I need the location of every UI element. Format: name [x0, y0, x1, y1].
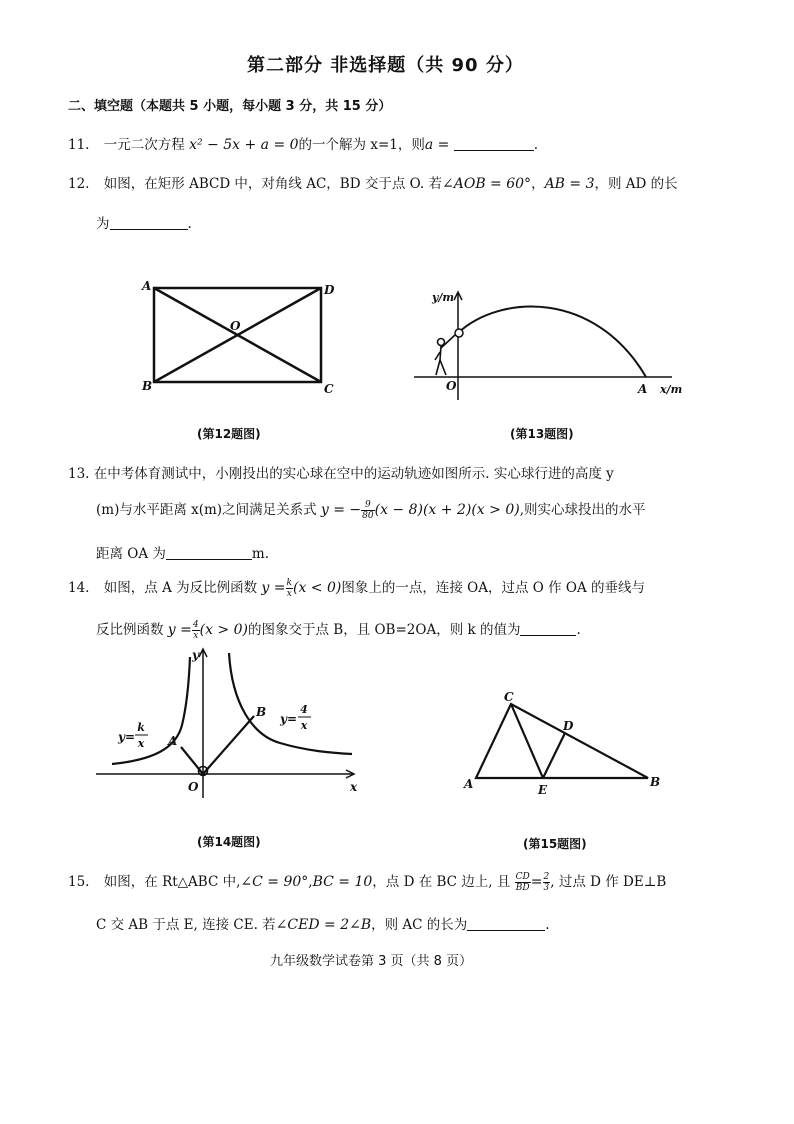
question-number: 12. [68, 176, 90, 192]
function-lhs: y = [261, 580, 286, 596]
question-12-line2 [96, 214, 192, 234]
question-text: 在中考体育测试中，小刚投出的实心球在空中的运动轨迹如图所示. 实心球行进的高度 y [93, 466, 614, 482]
fraction [361, 500, 374, 521]
figure-15-caption: (第15题图) [523, 837, 587, 851]
question-15-line2 [96, 915, 550, 935]
question-text: 如图，在矩形 ABCD 中，对角线 AC，BD 交于点 O. 若 [103, 176, 442, 192]
question-number: 15. [68, 874, 90, 890]
axis-label-y: y [192, 648, 199, 662]
question-end: . [576, 622, 581, 638]
question-text: 距离 OA 为 [96, 546, 166, 562]
question-text: C 交 AB 于点 E, 连接 CE. 若 [96, 917, 276, 933]
figure-14-caption: (第14题图) [197, 835, 261, 849]
fraction-denominator: x [193, 631, 199, 641]
segment-ob [203, 716, 254, 774]
point-label-b: B [256, 705, 267, 719]
fraction-numerator: 9 [361, 500, 374, 511]
question-13-line2 [96, 500, 645, 521]
fraction-denominator: BD [515, 883, 530, 893]
segment-ce [511, 704, 543, 778]
angle-condition: ∠AOB = 60° [442, 176, 532, 192]
point-label-o: O [230, 319, 241, 333]
answer-blank[interactable] [454, 136, 534, 151]
curve-label-left: y= [118, 730, 136, 744]
figure-15-triangle [458, 690, 668, 800]
origin-label: O [446, 379, 457, 393]
side-condition: AB = 3 [544, 176, 595, 192]
point-label-c: C [504, 690, 514, 704]
figure-13-trajectory [410, 282, 690, 404]
figure-14-hyperbola [92, 643, 367, 803]
question-text: ，则 AC 的长为 [371, 917, 468, 933]
figure-13-caption: (第13题图) [510, 427, 574, 441]
question-15 [68, 872, 666, 893]
formula-lhs: y = − [320, 502, 362, 518]
fraction-numerator: 2 [543, 872, 550, 882]
function-domain: (x > 0) [199, 622, 248, 638]
question-text: 反比例函数 [96, 622, 164, 638]
question-end: . [533, 137, 538, 153]
ball-icon [455, 329, 463, 337]
point-label-a: A [638, 382, 648, 396]
point-label-d: D [324, 283, 335, 297]
question-14 [68, 578, 645, 599]
point-label-e: E [538, 783, 548, 797]
separator: ， [531, 176, 545, 192]
function-domain: (x < 0) [292, 580, 342, 596]
question-end: . [187, 216, 192, 232]
angle-condition: ∠C = 90° [240, 874, 309, 890]
point-label-d: D [563, 719, 574, 733]
question-14-line2 [96, 620, 581, 641]
figure-12-rectangle [140, 276, 340, 398]
point-label-a: A [142, 279, 152, 293]
ratio-fraction [515, 872, 531, 893]
question-number: 11. [68, 137, 90, 153]
segment-oa [181, 747, 203, 774]
question-text: , 过点 D 作 DE⊥B [550, 874, 667, 890]
answer-blank[interactable] [520, 621, 576, 636]
question-12 [68, 174, 678, 194]
equation: x² − 5x + a = 0 [189, 137, 299, 153]
figure-12-caption: (第12题图) [197, 427, 261, 441]
curve-label-right-denominator: x [300, 719, 308, 732]
question-13-line3 [96, 544, 269, 564]
fraction-numerator: CD [515, 872, 530, 882]
fraction-numerator: k [286, 578, 292, 588]
page-footer: 九年级数学试卷第 3 页（共 8 页） [270, 954, 473, 969]
variable: a = [424, 137, 450, 153]
fraction [192, 620, 200, 641]
question-end: . [545, 917, 550, 933]
hyperbola-right-branch [229, 653, 352, 754]
fraction-denominator: 80 [362, 511, 374, 521]
answer-blank[interactable] [467, 916, 545, 931]
question-text: 如图，点 A 为反比例函数 [103, 580, 258, 596]
thrower-icon [435, 335, 455, 375]
question-text: ，则 AD 的长 [594, 176, 678, 192]
question-text: (m)与水平距离 x(m)之间满足关系式 [96, 502, 317, 518]
fraction-denominator: x [286, 589, 292, 599]
function-lhs: y = [167, 622, 192, 638]
point-label-a: A [168, 734, 178, 748]
answer-blank[interactable] [110, 215, 188, 230]
formula-rhs: (x − 8)(x + 2)(x > 0) [374, 502, 520, 518]
question-text: 如图，在 Rt△ABC 中, [103, 874, 241, 890]
point-label-c: C [324, 382, 334, 396]
question-number: 13. [68, 466, 90, 482]
fraction [286, 578, 293, 599]
side-condition: BC = 10 [312, 874, 373, 890]
question-text: 的图象交于点 B，且 OB=2OA，则 k 的值为 [247, 622, 521, 638]
axis-label-y: y/m [432, 291, 455, 304]
section-heading: 二、填空题（本题共 5 小题，每小题 3 分，共 15 分） [68, 99, 392, 114]
question-text: 为 [96, 216, 110, 232]
page-title: 第二部分 非选择题（共 90 分） [247, 55, 524, 76]
curve-label-right-numerator: 4 [300, 703, 308, 716]
curve-label-right: y= [280, 712, 298, 726]
equals-sign: = [530, 874, 543, 890]
question-13 [68, 464, 614, 484]
question-text: 的一个解为 x=1，则 [298, 137, 425, 153]
trajectory-curve [458, 307, 646, 377]
point-label-b: B [650, 775, 661, 789]
angle-condition: ∠CED = 2∠B [275, 917, 372, 933]
curve-label-left-numerator: k [137, 721, 145, 734]
question-11 [68, 135, 538, 155]
answer-blank[interactable] [166, 545, 252, 560]
question-text: ,则实心球投出的水平 [519, 502, 646, 518]
axis-label-x: x [350, 780, 358, 794]
point-label-b: B [142, 379, 153, 393]
fraction-denominator: 3 [543, 883, 550, 893]
unit: m. [251, 546, 269, 562]
point-label-a: A [464, 777, 474, 791]
fraction-numerator: 4 [192, 620, 199, 630]
origin-label: O [188, 780, 199, 794]
segment-de [543, 733, 565, 778]
question-text: 图象上的一点，连接 OA，过点 O 作 OA 的垂线与 [341, 580, 646, 596]
separator: , [308, 874, 313, 890]
axis-label-x: x/m [660, 383, 683, 396]
curve-label-left-denominator: x [137, 737, 145, 750]
hyperbola-left-branch [112, 657, 190, 764]
question-text: 一元二次方程 [103, 137, 185, 153]
question-text: ，点 D 在 BC 边上, 且 [372, 874, 511, 890]
question-number: 14. [68, 580, 90, 596]
